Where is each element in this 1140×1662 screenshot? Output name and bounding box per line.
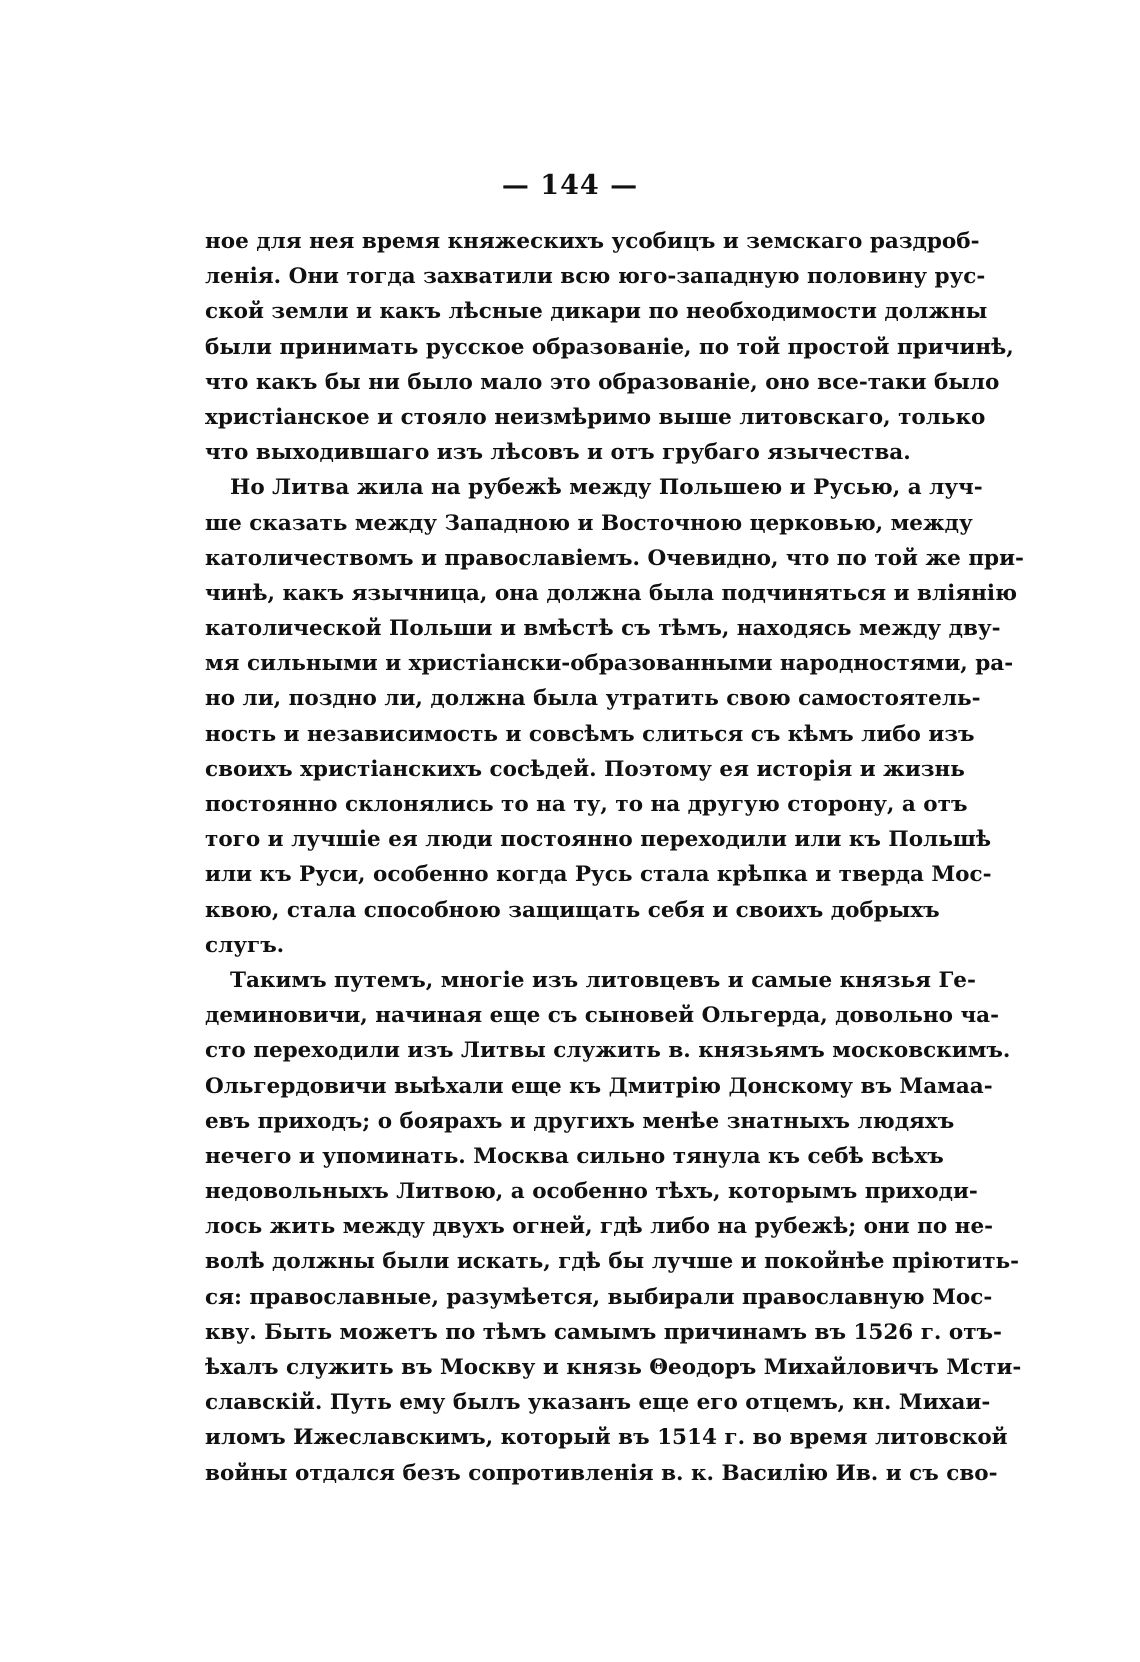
text-line: Но Литва жила на рубежѣ между Польшею и Русью, а луч- (230, 475, 983, 501)
text-line: волѣ должны были искать, гдѣ бы лучше и покойнѣе пріютить- (205, 1249, 1020, 1275)
text-line: недовольныхъ Литвою, а особенно тѣхъ, которымъ приходи- (205, 1179, 978, 1205)
text-line: ской земли и какъ лѣсные дикари по необходимости должны (205, 299, 988, 325)
text-line: квою, стала способною защищать себя и своихъ добрыхъ (205, 897, 940, 923)
text-line: деминовичи, начиная еще съ сыновей Ольгерда, довольно ча- (205, 1003, 1000, 1029)
text-line: христіанское и стояло неизмѣримо выше литовскаго, только (205, 404, 986, 430)
text-line: что выходившаго изъ лѣсовъ и отъ грубаго язычества. (205, 440, 911, 466)
text-line: постоянно склонялись то на ту, то на другую сторону, а отъ (205, 792, 968, 817)
text-line: чинѣ, какъ язычница, она должна была подчиняться и вліянію (205, 580, 1018, 606)
text-line: Ольгердовичи выѣхали еще къ Дмитрію Донскому въ Мамаа- (205, 1073, 993, 1099)
text-line: сто переходили изъ Литвы служить в. князьямъ московскимъ. (205, 1038, 1011, 1064)
text-line: евъ приходъ; о боярахъ и другихъ менѣе знатныхъ людяхъ (205, 1108, 955, 1134)
text-line: но ли, поздно ли, должна была утратить свою самостоятель- (205, 686, 981, 712)
text-line: лось жить между двухъ огней, гдѣ либо на рубежѣ; они по не- (205, 1214, 994, 1240)
text-line: слугъ. (205, 932, 285, 958)
text-line: или къ Руси, особенно когда Русь стала крѣпка и тверда Мос- (205, 862, 992, 888)
text-line: ленія. Они тогда захватили всю юго-западную половину рус- (205, 264, 986, 290)
text-line: того и лучшіе ея люди постоянно переходили или къ Польшѣ (205, 827, 992, 853)
page-number: — 144 — (501, 170, 639, 201)
text-line: славскій. Путь ему былъ указанъ еще его отцемъ, кн. Михаи- (205, 1390, 991, 1416)
body-text (205, 224, 1024, 1491)
text-line: ѣхалъ служить въ Москву и князь Θеодоръ Михайловичъ Мсти- (205, 1355, 1022, 1380)
text-line: католичествомъ и православіемъ. Очевидно, что по той же при- (205, 545, 1024, 571)
text-line: ность и независимость и совсѣмъ слиться съ кѣмъ либо изъ (205, 721, 975, 747)
text-line: ше сказать между Западною и Восточною церковью, между (205, 510, 973, 536)
text-line: кву. Быть можетъ по тѣмъ самымъ причинамъ въ 1526 г. отъ- (205, 1319, 1002, 1345)
text-line: иломъ Ижеславскимъ, который въ 1514 г. во время литовской (205, 1425, 1008, 1451)
text-line: своихъ христіанскихъ сосѣдей. Поэтому ея исторія и жизнь (205, 756, 965, 782)
text-line: что какъ бы ни было мало это образованіе, оно все-таки было (205, 369, 1000, 395)
text-line: ся: православные, разумѣется, выбирали православную Мос- (205, 1284, 993, 1310)
text-line: были принимать русское образованіе, по той простой причинѣ, (205, 334, 1014, 360)
text-line: нечего и упоминать. Москва сильно тянула къ себѣ всѣхъ (205, 1143, 944, 1169)
text-line: Такимъ путемъ, многіе изъ литовцевъ и самые князья Ге- (230, 967, 976, 993)
text-line: войны отдался безъ сопротивленія в. к. Василію Ив. и съ сво- (205, 1460, 998, 1486)
text-line: католической Польши и вмѣстѣ съ тѣмъ, находясь между дву- (205, 616, 1001, 642)
text-line: ное для нея время княжескихъ усобицъ и земскаго раздроб- (205, 229, 980, 254)
text-line: мя сильными и христіански-образованными народностями, ра- (205, 651, 1014, 677)
